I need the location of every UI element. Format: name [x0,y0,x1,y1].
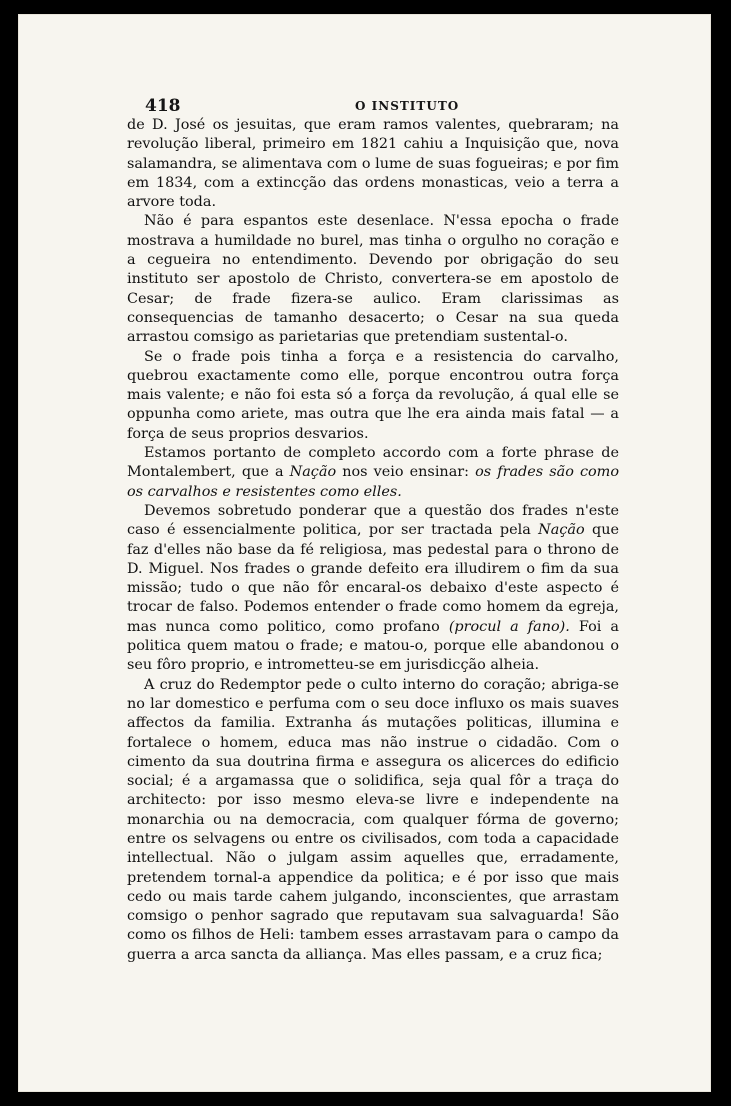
paragraph-2: Não é para espantos este desenlace. N'essa epocha o frade mostrava a humildade no burel, mas tinha o orgulho no coração e a cegueira no entendimento. Devendo por obrigação do seu instituto ser apostolo de Christo, convertera-se em apostolo de Cesar; de frade fizera-se aulico. Eram clarissimas as consequencias de tamanho desacerto; o Cesar na sua queda arrastou comsigo as parietarias que pretendiam sustental-o. [127,213,619,346]
paragraph-5-nacao: Nação [538,522,585,539]
body-text [127,116,619,965]
paragraph-5-text-c: que faz d'elles não base da fé religiosa, mas pedestal para o throno de D. Miguel. Nos frades o grande defeito era illudirem o fim da sua missão; tudo o que não fôr encaral-os debaixo d'este aspecto é trocar de falso. Podemos entender o frade como homem da egreja, mas nunca como politico, como profano [127,522,619,635]
paragraph-6: A cruz do Redemptor pede o culto interno do coração; abriga-se no lar domestico e perfuma com o seu doce influxo os mais suaves affectos da familia. Extranha ás mutações politicas, illumina e fortalece o homem, educa mas não instrue o cidadão. Com o cimento da sua doutrina firma e assegura os alicerces do edificio social; é a argamassa que o solidifica, seja qual fôr a traça do architecto: por isso mesmo eleva-se livre e independente na monarchia ou na democracia, com qualquer fórma de governo; entre os selvagens ou entre os civilisados, com toda a capacidade intellectual. Não o julgam assim aquelles que, erradamente, pretendem tornal-a appendice da politica; e é por isso que mais cedo ou mais tarde cahem julgando, inconscientes, que arrastam comsigo o penhor sagrado que reputavam sua salvaguarda! São como os filhos de Heli: tambem esses arrastavam para o campo da guerra a arca sancta da alliança. Mas elles passam, e a cruz fica; [127,676,619,963]
paragraph-5-latin: (procul a fano). [448,618,570,635]
paragraph-5-text-a: Devemos sobretudo ponderar que a questão dos frades n'este caso é essencialmente politica, por ser tractada pela [127,502,619,539]
paragraph-4-text-c: nos veio ensinar: [336,464,476,481]
running-head [145,96,637,118]
running-title: O INSTITUTO [355,99,460,113]
paragraph-4-text-a: Estamos portanto de completo accordo com a forte phrase de Montalembert, que a [127,445,619,481]
paragraph-4 [127,444,619,502]
page-number: 418 [145,96,181,116]
paragraph-4-quote: os frades são como os carvalhos e resistentes como elles. [127,464,619,500]
paragraph-4-nacao: Nação [289,464,337,481]
paragraph-5 [127,502,619,676]
paragraph-3: Se o frade pois tinha a força e a resistencia do carvalho, quebrou exactamente como elle, porque encontrou outra força mais valente; e não foi esta só a força da revolução, á qual elle se oppunha como ariete, mas outra que lhe era ainda mais fatal — a força de seus proprios desvarios. [127,348,619,442]
paragraph-5-text-e: Foi a politica quem matou o frade; e matou-o, porque elle abandonou o seu fôro proprio, e intrometteu-se em jurisdicção alheia. [127,618,619,674]
paragraph-1: de D. José os jesuitas, que eram ramos valentes, quebraram; na revolução liberal, primeiro em 1821 cahiu a Inquisição que, nova salamandra, se alimentava com o lume de suas fogueiras; e por fim em 1834, com a extincção das ordens monasticas, veio a terra a arvore toda. [127,117,619,211]
